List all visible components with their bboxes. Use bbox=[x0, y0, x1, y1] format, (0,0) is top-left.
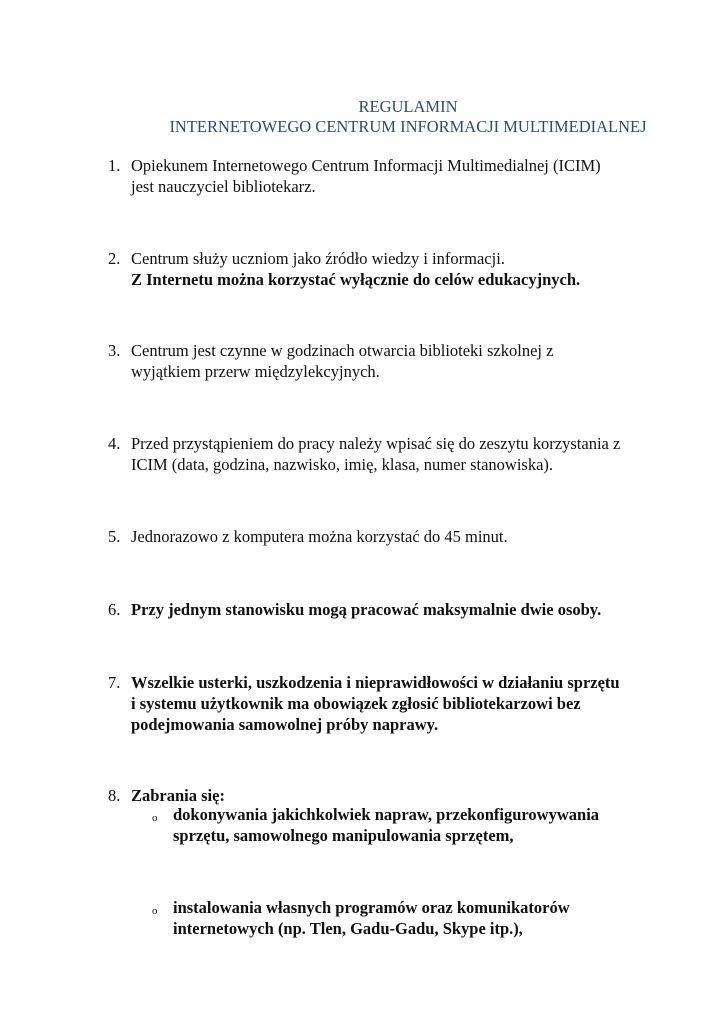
document-subtitle: INTERNETOWEGO CENTRUM INFORMACJI MULTIMEDIALNEJ bbox=[169, 117, 647, 136]
rule-number: 4. bbox=[108, 434, 121, 453]
sub-rule-text-line: internetowych (np. Tlen, Gadu-Gadu, Skype itp.), bbox=[173, 919, 523, 938]
rule-text-line-bold: Z Internetu można korzystać wyłącznie do celów edukacyjnych. bbox=[131, 270, 581, 289]
rule-text-line-bold: podejmowania samowolnej próby naprawy. bbox=[131, 715, 439, 734]
document-title: REGULAMIN bbox=[358, 97, 458, 116]
rule-text-line-bold: Zabrania się: bbox=[131, 786, 225, 805]
rule-text-line: jest nauczyciel bibliotekarz. bbox=[131, 177, 316, 196]
rule-text-line: Centrum jest czynne w godzinach otwarcia biblioteki szkolnej z bbox=[131, 341, 554, 360]
rule-item bbox=[108, 785, 668, 806]
sub-rule-item bbox=[152, 897, 652, 939]
rule-number: 7. bbox=[108, 673, 121, 692]
rule-text-line: ICIM (data, godzina, nazwisko, imię, klasa, numer stanowiska). bbox=[131, 455, 554, 474]
rule-text-line: Jednorazowo z komputera można korzystać do 45 minut. bbox=[131, 527, 508, 546]
rule-text-line: Centrum służy uczniom jako źródło wiedzy i informacji. bbox=[131, 249, 505, 268]
rule-number: 5. bbox=[108, 527, 121, 546]
rule-number: 6. bbox=[108, 600, 121, 619]
rule-item bbox=[108, 672, 668, 735]
rule-item bbox=[108, 155, 668, 197]
rule-text-line-bold: Przy jednym stanowisku mogą pracować maksymalnie dwie osoby. bbox=[131, 600, 602, 619]
rule-text-line-bold: Wszelkie usterki, uszkodzenia i nieprawidłowości w działaniu sprzętu bbox=[131, 673, 620, 692]
bullet-icon: o bbox=[152, 812, 158, 824]
rule-number: 3. bbox=[108, 341, 121, 360]
bullet-icon: o bbox=[152, 905, 158, 917]
rule-text-line: Opiekunem Internetowego Centrum Informacji Multimedialnej (ICIM) bbox=[131, 156, 601, 175]
rule-number: 2. bbox=[108, 249, 121, 268]
sub-rule-text-line: instalowania własnych programów oraz komunikatorów bbox=[173, 898, 570, 917]
rule-item bbox=[108, 599, 668, 620]
rule-item bbox=[108, 340, 668, 382]
rule-number: 1. bbox=[108, 156, 121, 175]
sub-rule-item bbox=[152, 804, 652, 846]
rule-item bbox=[108, 526, 668, 547]
rule-text-line-bold: i systemu użytkownik ma obowiązek zgłosić bibliotekarzowi bez bbox=[131, 694, 581, 713]
rule-text-line: wyjątkiem przerw międzylekcyjnych. bbox=[131, 362, 380, 381]
rule-number: 8. bbox=[108, 786, 121, 805]
rule-item bbox=[108, 248, 668, 290]
rule-item bbox=[108, 433, 668, 475]
sub-rule-text-line: sprzętu, samowolnego manipulowania sprzętem, bbox=[173, 826, 514, 845]
sub-rule-text-line: dokonywania jakichkolwiek napraw, przekonfigurowywania bbox=[173, 805, 600, 824]
rule-text-line: Przed przystąpieniem do pracy należy wpisać się do zeszytu korzystania z bbox=[131, 434, 621, 453]
